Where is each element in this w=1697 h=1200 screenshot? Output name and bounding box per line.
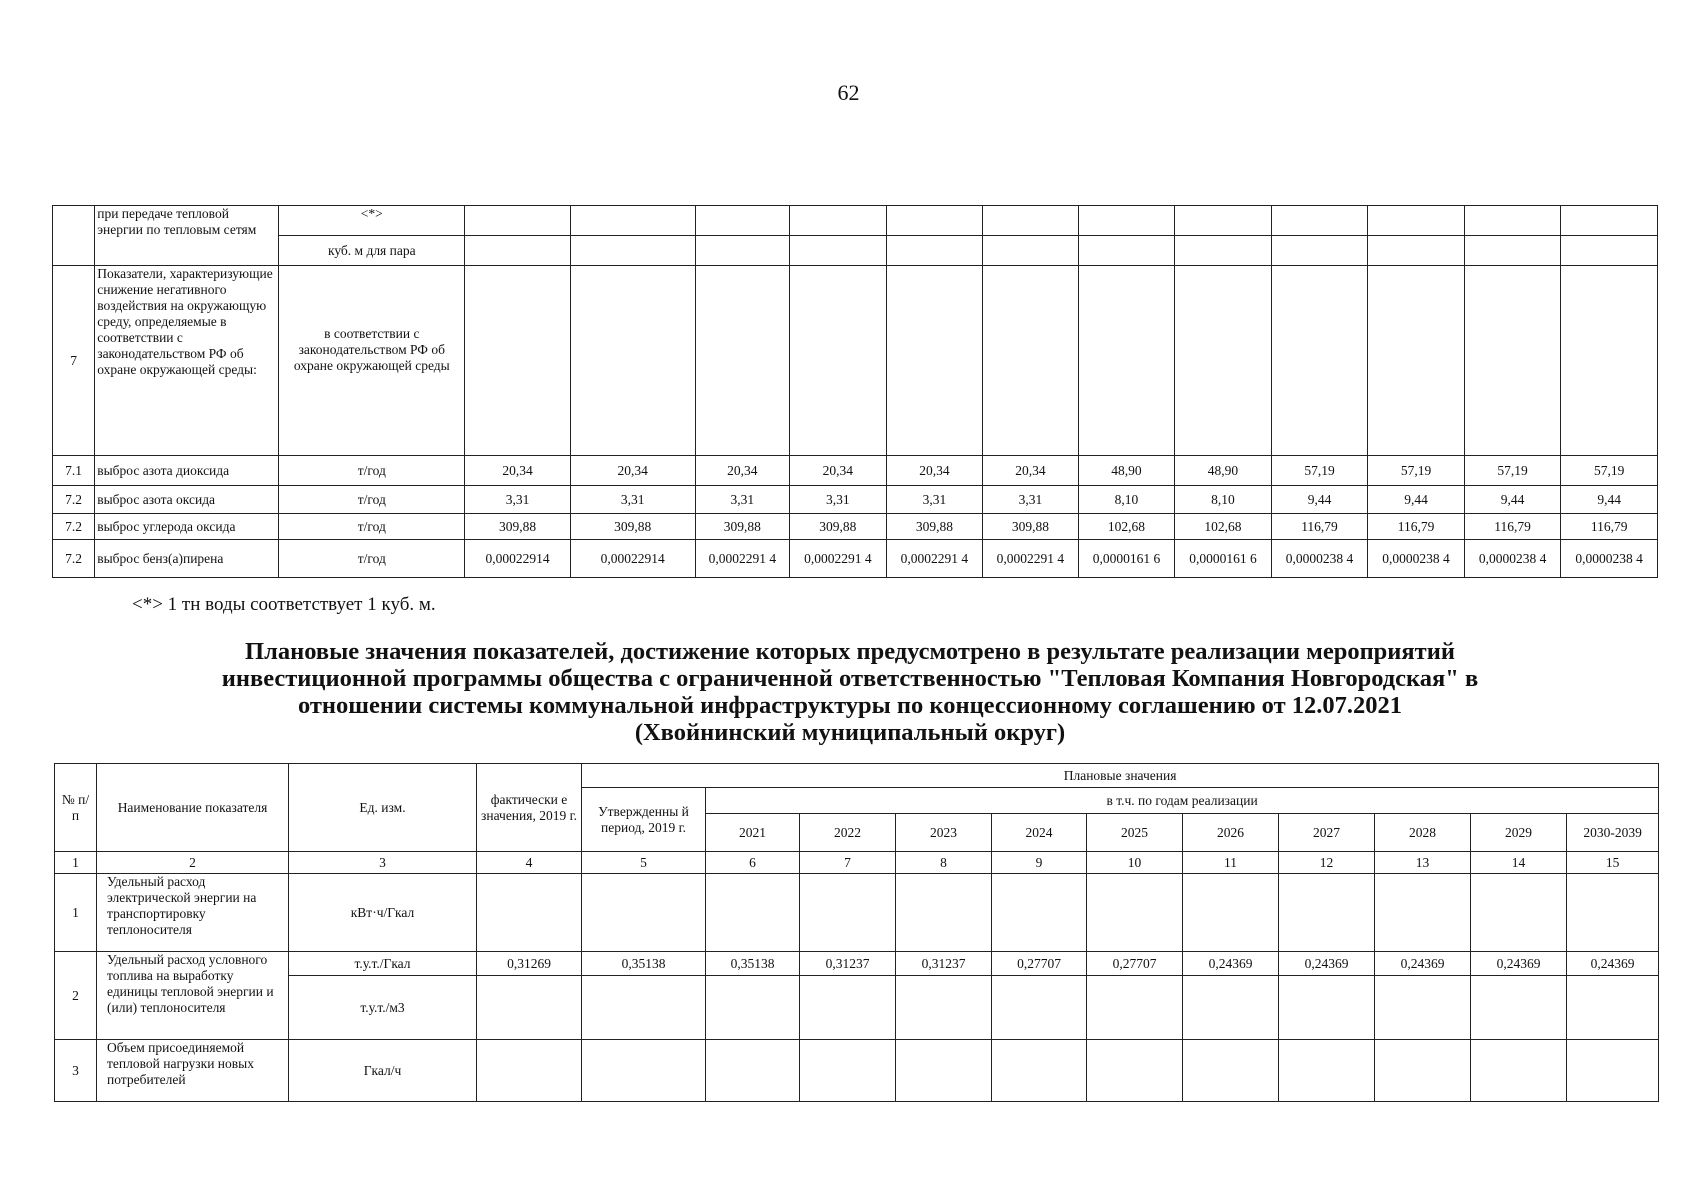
cell: 0,0002291 4 [695, 540, 790, 578]
cell: 20,34 [886, 456, 983, 486]
cell: 309,88 [465, 514, 571, 540]
cell: 116,79 [1271, 514, 1368, 540]
row-name: выброс азота диоксида [95, 456, 279, 486]
cell: 309,88 [983, 514, 1079, 540]
cell: 48,90 [1078, 456, 1175, 486]
cell: 57,19 [1561, 456, 1658, 486]
cell: 0,24369 [1375, 952, 1471, 976]
table-row [55, 874, 1659, 952]
cell: 309,88 [790, 514, 887, 540]
row-a-name: при передаче тепловой энергии по тепловым сетям [95, 206, 279, 266]
table-row [55, 976, 1659, 1040]
cell: 0,24369 [1279, 952, 1375, 976]
col-number: 6 [706, 852, 800, 874]
row-unit: Гкал/ч [289, 1040, 477, 1102]
col-number: 8 [896, 852, 992, 874]
cell: 309,88 [695, 514, 790, 540]
table-row [53, 486, 1658, 514]
cell: 20,34 [790, 456, 887, 486]
title-line: отношении системы коммунальной инфраструктуры по концессионному соглашению от 12.07.2021 [297, 692, 1403, 719]
row-name: Удельный расход условного топлива на выработку единицы тепловой энергии и (или) теплоносителя [97, 952, 289, 1040]
section-title [100, 638, 1600, 746]
row-7-name: Показатели, характеризующие снижение негативного воздействия на окружающую среду, определяемые в соответствии с законодательством РФ об охране окружающей среды: [95, 266, 279, 456]
header-year: 2026 [1183, 814, 1279, 852]
cell: 3,31 [570, 486, 695, 514]
cell: 57,19 [1271, 456, 1368, 486]
cell: 0,35138 [582, 952, 706, 976]
emissions-table [52, 205, 1658, 578]
header-year: 2027 [1279, 814, 1375, 852]
cell: 57,19 [1368, 456, 1465, 486]
header-by-years: в т.ч. по годам реализации [706, 788, 1659, 814]
row-num: 2 [55, 952, 97, 1040]
cell: 0,35138 [706, 952, 800, 976]
cell: 0,31269 [477, 952, 582, 976]
col-number: 9 [992, 852, 1087, 874]
cell: 3,31 [790, 486, 887, 514]
row-num: 1 [55, 874, 97, 952]
cell: 0,27707 [992, 952, 1087, 976]
cell: 102,68 [1175, 514, 1272, 540]
cell: 3,31 [695, 486, 790, 514]
col-number: 2 [97, 852, 289, 874]
row-unit: кВт·ч/Гкал [289, 874, 477, 952]
row-name: выброс азота оксида [95, 486, 279, 514]
cell: 0,0000161 6 [1175, 540, 1272, 578]
row-unit: т/год [279, 486, 465, 514]
cell: 20,34 [465, 456, 571, 486]
cell: 0,0002291 4 [790, 540, 887, 578]
col-number: 1 [55, 852, 97, 874]
cell: 0,0000161 6 [1078, 540, 1175, 578]
header-num: № п/ п [55, 764, 97, 852]
header-name: Наименование показателя [97, 764, 289, 852]
row-num: 7.2 [53, 514, 95, 540]
cell: 20,34 [695, 456, 790, 486]
cell: 9,44 [1561, 486, 1658, 514]
cell: 116,79 [1561, 514, 1658, 540]
cell: 0,0002291 4 [983, 540, 1079, 578]
cell: 102,68 [1078, 514, 1175, 540]
header-year: 2022 [800, 814, 896, 852]
header-approved: Утвержденны й период, 2019 г. [582, 788, 706, 852]
header-year: 2024 [992, 814, 1087, 852]
row-unit: т/год [279, 514, 465, 540]
cell: 3,31 [886, 486, 983, 514]
cell: 0,24369 [1183, 952, 1279, 976]
row-unit: т/год [279, 540, 465, 578]
title-line: инвестиционной программы общества с ограниченной ответственностью "Тепловая Компания Новгородская" в [221, 665, 1479, 692]
row-num: 7.1 [53, 456, 95, 486]
table-row [53, 514, 1658, 540]
footnote: <*> 1 тн воды соответствует 1 куб. м. [132, 594, 436, 615]
header-year: 2030-2039 [1567, 814, 1659, 852]
col-number: 12 [1279, 852, 1375, 874]
cell: 0,24369 [1567, 952, 1659, 976]
header-fact: фактически е значения, 2019 г. [477, 764, 582, 852]
cell: 8,10 [1175, 486, 1272, 514]
col-number: 5 [582, 852, 706, 874]
indicators-table [54, 763, 1659, 1102]
cell: 0,00022914 [570, 540, 695, 578]
col-number: 14 [1471, 852, 1567, 874]
col-number: 3 [289, 852, 477, 874]
cell: 0,27707 [1087, 952, 1183, 976]
cell: 0,00022914 [465, 540, 571, 578]
col-number: 15 [1567, 852, 1659, 874]
header-year: 2028 [1375, 814, 1471, 852]
row-7-num: 7 [53, 266, 95, 456]
col-number: 10 [1087, 852, 1183, 874]
cell: 0,31237 [800, 952, 896, 976]
cell: 116,79 [1368, 514, 1465, 540]
row-a-unit-2: куб. м для пара [279, 236, 465, 266]
cell: 0,0000238 4 [1464, 540, 1561, 578]
cell: 309,88 [570, 514, 695, 540]
cell: 48,90 [1175, 456, 1272, 486]
row-name: выброс бенз(а)пирена [95, 540, 279, 578]
table-row [55, 952, 1659, 976]
row-unit: т.у.т./м3 [289, 976, 477, 1040]
header-year: 2029 [1471, 814, 1567, 852]
row-a-num [53, 206, 95, 266]
cell: 3,31 [465, 486, 571, 514]
row-unit: т.у.т./Гкал [289, 952, 477, 976]
cell: 0,0000238 4 [1271, 540, 1368, 578]
row-name: Объем присоединяемой тепловой нагрузки новых потребителей [97, 1040, 289, 1102]
header-year: 2025 [1087, 814, 1183, 852]
col-number: 7 [800, 852, 896, 874]
cell: 9,44 [1271, 486, 1368, 514]
cell: 3,31 [983, 486, 1079, 514]
cell: 0,0000238 4 [1368, 540, 1465, 578]
row-a-unit-1: <*> [279, 206, 465, 236]
cell: 57,19 [1464, 456, 1561, 486]
header-year: 2023 [896, 814, 992, 852]
cell: 8,10 [1078, 486, 1175, 514]
cell: 0,31237 [896, 952, 992, 976]
col-number: 13 [1375, 852, 1471, 874]
cell: 9,44 [1368, 486, 1465, 514]
page-number: 62 [837, 80, 860, 105]
table-row [55, 1040, 1659, 1102]
cell: 309,88 [886, 514, 983, 540]
cell: 0,24369 [1471, 952, 1567, 976]
row-name: Удельный расход электрической энергии на транспортировку теплоносителя [97, 874, 289, 952]
cell: 0,0002291 4 [886, 540, 983, 578]
col-number: 4 [477, 852, 582, 874]
column-numbers-row [55, 852, 1659, 874]
row-num: 3 [55, 1040, 97, 1102]
title-line: Плановые значения показателей, достижение которых предусмотрено в результате реализации мероприятий [245, 638, 1455, 665]
cell: 20,34 [983, 456, 1079, 486]
header-plan: Плановые значения [582, 764, 1659, 788]
row-num: 7.2 [53, 486, 95, 514]
header-year: 2021 [706, 814, 800, 852]
row-num: 7.2 [53, 540, 95, 578]
table-row [53, 540, 1658, 578]
title-line: (Хвойнинский муниципальный округ) [634, 719, 1066, 746]
cell: 116,79 [1464, 514, 1561, 540]
table-row [53, 456, 1658, 486]
cell: 9,44 [1464, 486, 1561, 514]
row-7-unit: в соответствии с законодательством РФ об охране окружающей среды [279, 266, 465, 456]
header-unit: Ед. изм. [289, 764, 477, 852]
row-name: выброс углерода оксида [95, 514, 279, 540]
col-number: 11 [1183, 852, 1279, 874]
cell: 0,0000238 4 [1561, 540, 1658, 578]
row-unit: т/год [279, 456, 465, 486]
cell: 20,34 [570, 456, 695, 486]
